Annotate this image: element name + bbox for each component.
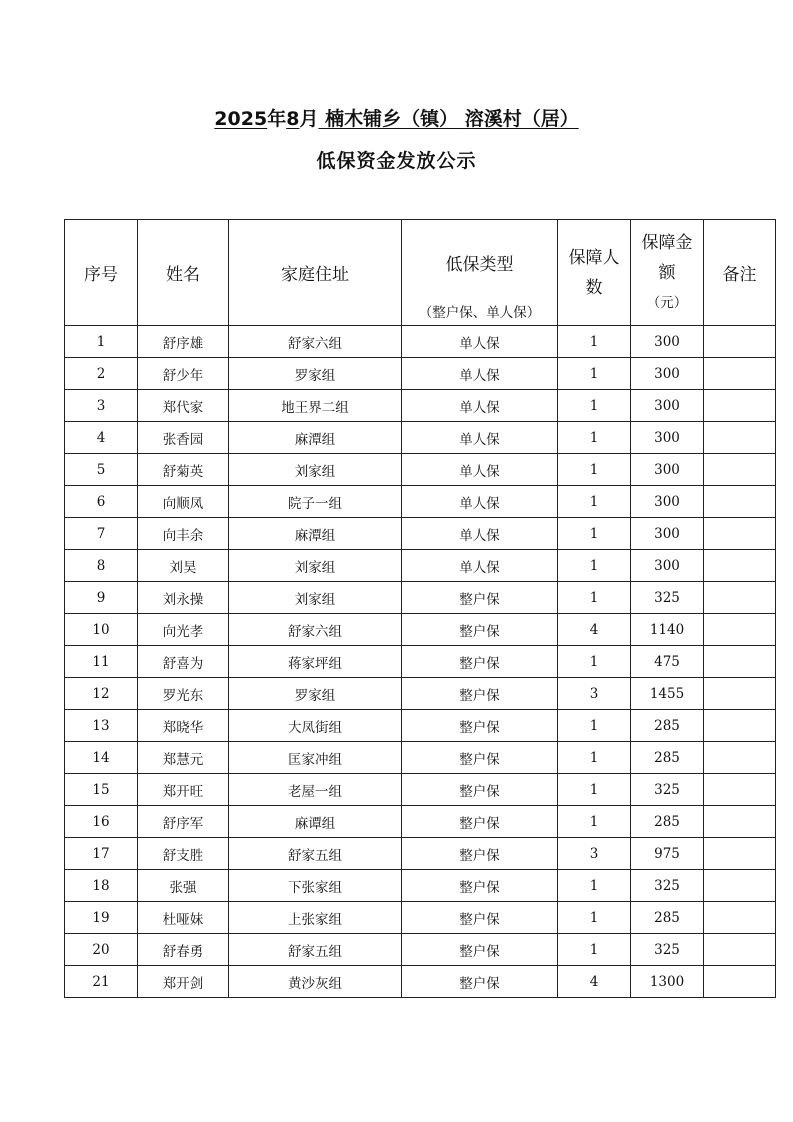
cell-index: 9 — [65, 582, 138, 614]
table-row — [65, 422, 776, 454]
cell-type: 单人保 — [402, 486, 558, 518]
header-address: 家庭住址 — [229, 220, 402, 326]
cell-amount: 300 — [631, 390, 704, 422]
table-row — [65, 646, 776, 678]
cell-address: 刘家组 — [229, 582, 402, 614]
cell-remark — [704, 742, 776, 774]
cell-persons: 1 — [558, 870, 631, 902]
cell-amount: 475 — [631, 646, 704, 678]
cell-name: 刘昊 — [138, 550, 229, 582]
cell-address: 舒家六组 — [229, 326, 402, 358]
cell-remark — [704, 358, 776, 390]
header-amount-line2: 额 — [658, 262, 676, 283]
cell-type: 整户保 — [402, 934, 558, 966]
header-type-label: 低保类型 — [445, 255, 514, 275]
cell-type: 单人保 — [402, 326, 558, 358]
title-year: 2025 — [214, 108, 268, 130]
table-row — [65, 774, 776, 806]
table-row — [65, 358, 776, 390]
cell-address: 麻潭组 — [229, 422, 402, 454]
cell-persons: 4 — [558, 614, 631, 646]
header-type — [402, 220, 558, 326]
table-header-row — [65, 220, 776, 326]
cell-address: 罗家组 — [229, 358, 402, 390]
cell-amount: 285 — [631, 742, 704, 774]
cell-persons: 1 — [558, 582, 631, 614]
cell-remark — [704, 934, 776, 966]
cell-index: 17 — [65, 838, 138, 870]
title-year-suffix: 年 — [267, 108, 287, 130]
cell-type: 单人保 — [402, 422, 558, 454]
title-village: 溶溪村（居） — [458, 108, 579, 130]
allowance-table — [64, 219, 776, 998]
cell-name: 郑开旺 — [138, 774, 229, 806]
cell-persons: 1 — [558, 358, 631, 390]
cell-type: 整户保 — [402, 806, 558, 838]
cell-remark — [704, 806, 776, 838]
cell-type: 单人保 — [402, 550, 558, 582]
header-persons — [558, 220, 631, 326]
cell-persons: 4 — [558, 966, 631, 998]
header-persons-line2: 数 — [585, 277, 603, 298]
cell-remark — [704, 518, 776, 550]
cell-remark — [704, 326, 776, 358]
cell-name: 舒序雄 — [138, 326, 229, 358]
cell-amount: 1300 — [631, 966, 704, 998]
header-name: 姓名 — [138, 220, 229, 326]
cell-index: 14 — [65, 742, 138, 774]
cell-amount: 1455 — [631, 678, 704, 710]
cell-address: 舒家五组 — [229, 934, 402, 966]
table-row — [65, 934, 776, 966]
header-amount — [631, 220, 704, 326]
cell-amount: 300 — [631, 326, 704, 358]
cell-amount: 285 — [631, 710, 704, 742]
cell-remark — [704, 870, 776, 902]
cell-type: 整户保 — [402, 614, 558, 646]
cell-amount: 325 — [631, 582, 704, 614]
cell-remark — [704, 838, 776, 870]
cell-address: 老屋一组 — [229, 774, 402, 806]
cell-index: 18 — [65, 870, 138, 902]
cell-name: 舒少年 — [138, 358, 229, 390]
table-row — [65, 326, 776, 358]
cell-address: 舒家五组 — [229, 838, 402, 870]
cell-address: 院子一组 — [229, 486, 402, 518]
cell-address: 罗家组 — [229, 678, 402, 710]
cell-amount: 300 — [631, 358, 704, 390]
cell-type: 整户保 — [402, 774, 558, 806]
cell-persons: 1 — [558, 326, 631, 358]
cell-persons: 1 — [558, 422, 631, 454]
cell-persons: 3 — [558, 678, 631, 710]
cell-address: 蒋家坪组 — [229, 646, 402, 678]
cell-name: 舒春勇 — [138, 934, 229, 966]
cell-index: 19 — [65, 902, 138, 934]
cell-type: 单人保 — [402, 454, 558, 486]
cell-name: 郑慧元 — [138, 742, 229, 774]
cell-index: 11 — [65, 646, 138, 678]
cell-remark — [704, 646, 776, 678]
cell-name: 向丰余 — [138, 518, 229, 550]
document-title — [0, 104, 793, 131]
table-row — [65, 902, 776, 934]
title-month-suffix: 月 — [299, 108, 319, 130]
cell-address: 大凤街组 — [229, 710, 402, 742]
cell-index: 16 — [65, 806, 138, 838]
cell-index: 3 — [65, 390, 138, 422]
cell-index: 15 — [65, 774, 138, 806]
table-row — [65, 678, 776, 710]
cell-persons: 1 — [558, 774, 631, 806]
cell-name: 张强 — [138, 870, 229, 902]
title-month: 8 — [286, 108, 300, 130]
cell-type: 整户保 — [402, 966, 558, 998]
header-amount-unit: （元） — [646, 294, 688, 311]
header-type-note: （整户保、单人保） — [418, 305, 541, 321]
cell-index: 4 — [65, 422, 138, 454]
cell-amount: 325 — [631, 934, 704, 966]
cell-address: 舒家六组 — [229, 614, 402, 646]
cell-name: 向光孝 — [138, 614, 229, 646]
cell-remark — [704, 902, 776, 934]
cell-type: 整户保 — [402, 710, 558, 742]
table-row — [65, 838, 776, 870]
cell-address: 地王界二组 — [229, 390, 402, 422]
table-row — [65, 806, 776, 838]
cell-type: 单人保 — [402, 358, 558, 390]
cell-address: 黄沙灰组 — [229, 966, 402, 998]
cell-amount: 325 — [631, 774, 704, 806]
cell-index: 2 — [65, 358, 138, 390]
table-row — [65, 870, 776, 902]
cell-type: 整户保 — [402, 838, 558, 870]
cell-remark — [704, 710, 776, 742]
cell-address: 下张家组 — [229, 870, 402, 902]
cell-remark — [704, 966, 776, 998]
cell-persons: 1 — [558, 902, 631, 934]
header-index: 序号 — [65, 220, 138, 326]
cell-name: 郑开剑 — [138, 966, 229, 998]
table-row — [65, 614, 776, 646]
cell-index: 12 — [65, 678, 138, 710]
cell-name: 舒序军 — [138, 806, 229, 838]
cell-type: 整户保 — [402, 870, 558, 902]
cell-persons: 1 — [558, 518, 631, 550]
cell-remark — [704, 454, 776, 486]
cell-name: 刘永操 — [138, 582, 229, 614]
table-row — [65, 454, 776, 486]
cell-persons: 1 — [558, 646, 631, 678]
table-row — [65, 486, 776, 518]
cell-amount: 300 — [631, 550, 704, 582]
cell-name: 舒喜为 — [138, 646, 229, 678]
cell-amount: 325 — [631, 870, 704, 902]
cell-amount: 300 — [631, 422, 704, 454]
cell-persons: 1 — [558, 710, 631, 742]
cell-persons: 1 — [558, 486, 631, 518]
cell-persons: 1 — [558, 742, 631, 774]
cell-remark — [704, 422, 776, 454]
cell-remark — [704, 614, 776, 646]
cell-persons: 1 — [558, 550, 631, 582]
cell-name: 张香园 — [138, 422, 229, 454]
cell-name: 舒菊英 — [138, 454, 229, 486]
cell-index: 13 — [65, 710, 138, 742]
cell-name: 郑代家 — [138, 390, 229, 422]
cell-amount: 300 — [631, 518, 704, 550]
cell-address: 刘家组 — [229, 454, 402, 486]
cell-amount: 975 — [631, 838, 704, 870]
document-subtitle: 低保资金发放公示 — [316, 150, 477, 172]
cell-remark — [704, 678, 776, 710]
cell-index: 1 — [65, 326, 138, 358]
cell-index: 20 — [65, 934, 138, 966]
cell-name: 罗光东 — [138, 678, 229, 710]
cell-type: 整户保 — [402, 742, 558, 774]
cell-index: 5 — [65, 454, 138, 486]
cell-remark — [704, 550, 776, 582]
cell-persons: 1 — [558, 934, 631, 966]
cell-amount: 285 — [631, 806, 704, 838]
cell-remark — [704, 774, 776, 806]
cell-index: 10 — [65, 614, 138, 646]
title-township: 楠木铺乡（镇） — [318, 108, 459, 130]
cell-remark — [704, 486, 776, 518]
table-row — [65, 582, 776, 614]
cell-remark — [704, 582, 776, 614]
cell-persons: 1 — [558, 454, 631, 486]
cell-name: 杜哑妹 — [138, 902, 229, 934]
cell-name: 向顺凤 — [138, 486, 229, 518]
cell-address: 麻谭组 — [229, 806, 402, 838]
cell-persons: 3 — [558, 838, 631, 870]
cell-persons: 1 — [558, 390, 631, 422]
table-body — [65, 326, 776, 998]
cell-persons: 1 — [558, 806, 631, 838]
cell-amount: 1140 — [631, 614, 704, 646]
table-row — [65, 550, 776, 582]
cell-address: 上张家组 — [229, 902, 402, 934]
cell-type: 单人保 — [402, 518, 558, 550]
cell-index: 6 — [65, 486, 138, 518]
header-persons-line1: 保障人 — [568, 247, 620, 268]
cell-address: 匡家冲组 — [229, 742, 402, 774]
cell-address: 麻潭组 — [229, 518, 402, 550]
cell-type: 整户保 — [402, 582, 558, 614]
cell-type: 整户保 — [402, 678, 558, 710]
cell-type: 单人保 — [402, 390, 558, 422]
cell-remark — [704, 390, 776, 422]
cell-index: 7 — [65, 518, 138, 550]
cell-amount: 300 — [631, 454, 704, 486]
header-amount-line1: 保障金 — [641, 232, 693, 253]
header-remark: 备注 — [704, 220, 776, 326]
table-row — [65, 966, 776, 998]
table-row — [65, 518, 776, 550]
cell-amount: 285 — [631, 902, 704, 934]
cell-name: 郑晓华 — [138, 710, 229, 742]
cell-type: 整户保 — [402, 646, 558, 678]
cell-name: 舒支胜 — [138, 838, 229, 870]
table-row — [65, 710, 776, 742]
cell-type: 整户保 — [402, 902, 558, 934]
cell-amount: 300 — [631, 486, 704, 518]
table-row — [65, 742, 776, 774]
cell-index: 21 — [65, 966, 138, 998]
cell-address: 刘家组 — [229, 550, 402, 582]
cell-index: 8 — [65, 550, 138, 582]
table-row — [65, 390, 776, 422]
